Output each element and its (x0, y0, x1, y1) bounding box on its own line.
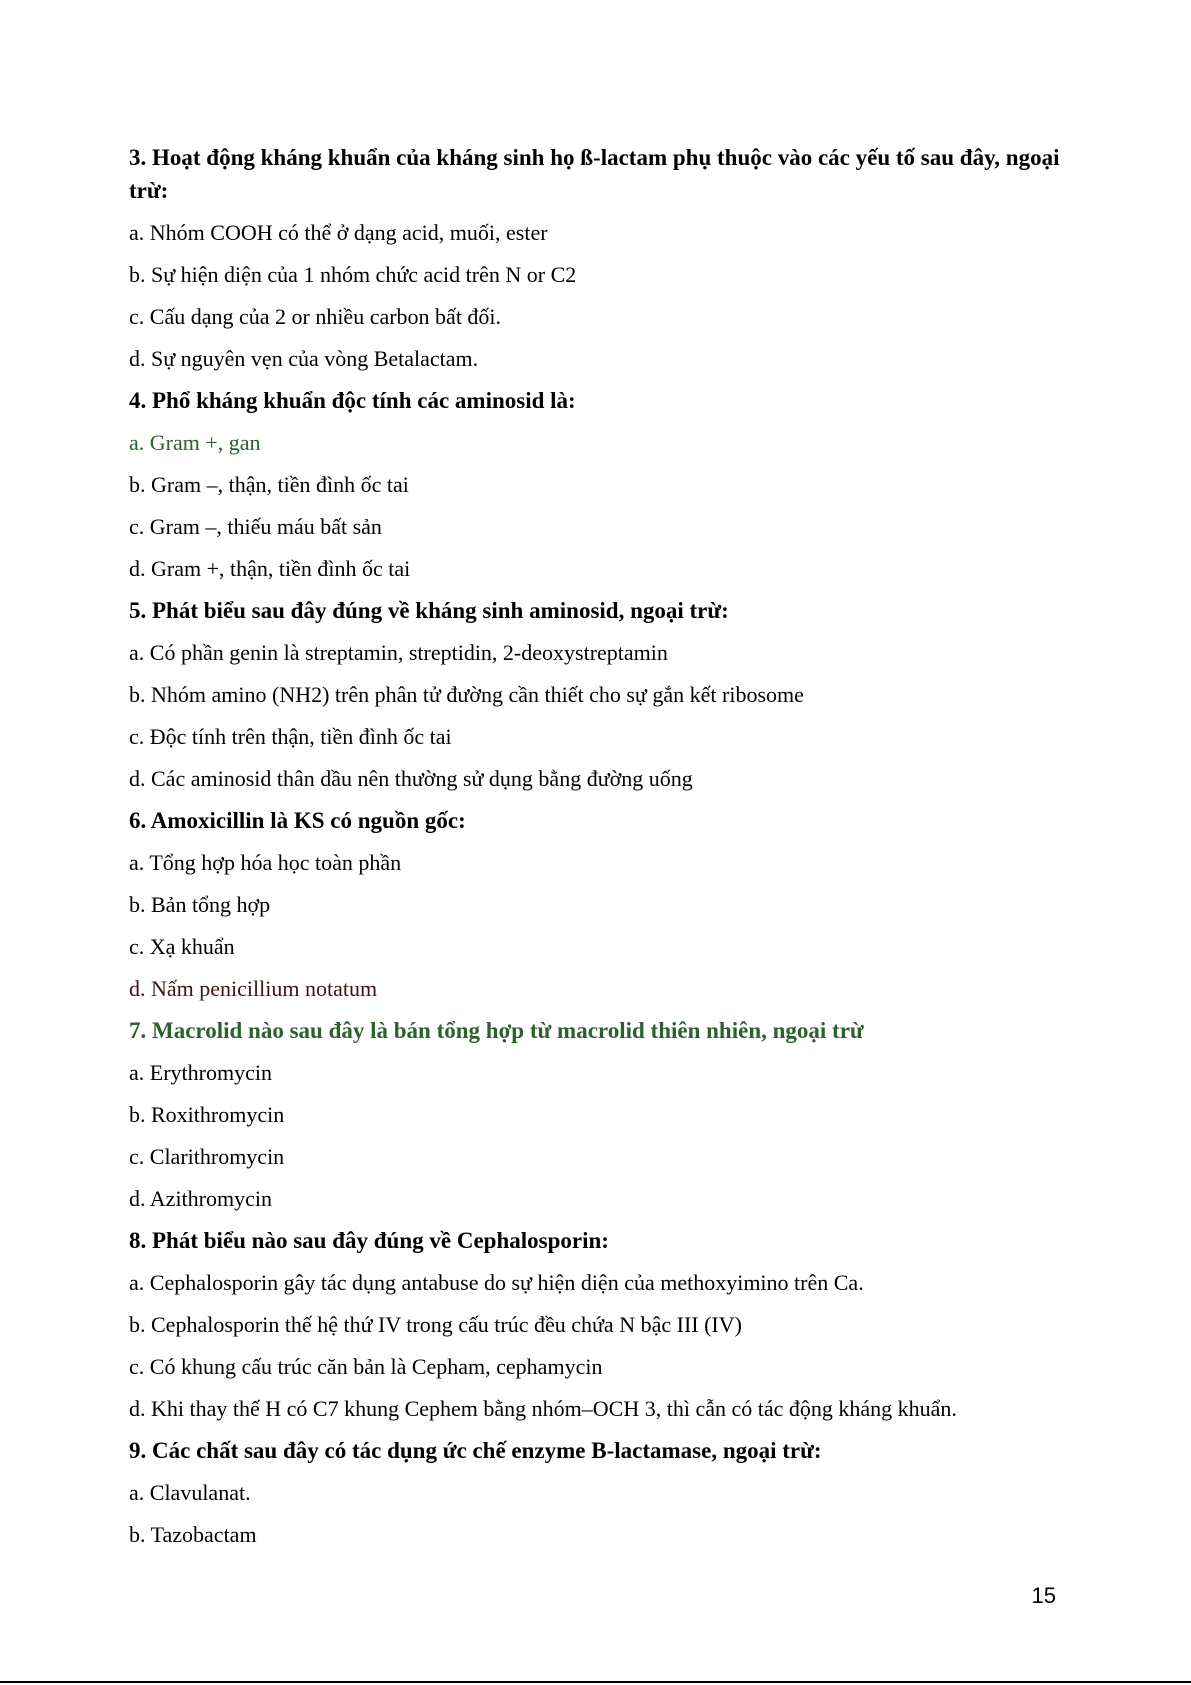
question-5-option-c: c. Độc tính trên thận, tiền đình ốc tai (129, 724, 452, 749)
question-7-option-a: a. Erythromycin (129, 1060, 272, 1085)
question-3-option-b: b. Sự hiện diện của 1 nhóm chức acid trên N or C2 (129, 262, 577, 287)
question-9-option-a: a. Clavulanat. (129, 1480, 251, 1505)
question-9-option-b: b. Tazobactam (129, 1522, 257, 1547)
question-7-option-b: b. Roxithromycin (129, 1102, 285, 1127)
question-4-option-c: c. Gram –, thiếu máu bất sản (129, 514, 382, 539)
question-3-option-d: d. Sự nguyên vẹn của vòng Betalactam. (129, 346, 479, 371)
question-4-option-b: b. Gram –, thận, tiền đình ốc tai (129, 472, 409, 497)
question-6-option-a: a. Tổng hợp hóa học toàn phần (129, 850, 402, 875)
question-6-option-d: d. Nấm penicillium notatum (129, 976, 378, 1001)
page-number: 15 (1031, 1583, 1056, 1608)
question-8-option-c: c. Có khung cấu trúc căn bản là Cepham, cephamycin (129, 1354, 603, 1379)
question-6-option-c: c. Xạ khuẩn (129, 934, 235, 959)
question-9-title: 9. Các chất sau đây có tác dụng ức chế enzyme B-lactamase, ngoại trừ: (129, 1438, 822, 1463)
question-4-option-a: a. Gram +, gan (129, 430, 261, 455)
question-7-option-d: d. Azithromycin (129, 1186, 272, 1211)
question-5-option-b: b. Nhóm amino (NH2) trên phân tử đường cần thiết cho sự gắn kết ribosome (129, 682, 804, 707)
question-3-option-a: a. Nhóm COOH có thể ở dạng acid, muối, ester (129, 220, 548, 245)
question-3-option-c: c. Cấu dạng của 2 or nhiều carbon bất đối. (129, 304, 502, 329)
bottom-divider (0, 1681, 1191, 1683)
question-8-title: 8. Phát biểu nào sau đây đúng về Cephalosporin: (129, 1228, 609, 1253)
question-list (129, 141, 1069, 1560)
question-6-option-b: b. Bản tổng hợp (129, 892, 271, 917)
question-7-title: 7. Macrolid nào sau đây là bán tổng hợp từ macrolid thiên nhiên, ngoại trừ (129, 1018, 864, 1043)
question-8-option-b: b. Cephalosporin thế hệ thứ IV trong cấu trúc đều chứa N bậc III (IV) (129, 1312, 742, 1337)
question-8-option-d: d. Khi thay thế H có C7 khung Cephem bằng nhóm–OCH 3, thì cẫn có tác động kháng khuẩn. (129, 1396, 957, 1421)
question-6-title: 6. Amoxicillin là KS có nguồn gốc: (129, 808, 466, 833)
question-5-option-a: a. Có phần genin là streptamin, streptidin, 2-deoxystreptamin (129, 640, 668, 665)
question-3-title: 3. Hoạt động kháng khuẩn của kháng sinh họ ß-lactam phụ thuộc vào các yếu tố sau đây, ngoại trừ: (129, 145, 1060, 203)
question-5-option-d: d. Các aminosid thân dầu nên thường sử dụng bằng đường uống (129, 766, 693, 791)
question-4-title: 4. Phổ kháng khuẩn độc tính các aminosid là: (129, 388, 576, 413)
question-5-title: 5. Phát biểu sau đây đúng về kháng sinh aminosid, ngoại trừ: (129, 598, 729, 623)
question-4-option-d: d. Gram +, thận, tiền đình ốc tai (129, 556, 411, 581)
question-7-option-c: c. Clarithromycin (129, 1144, 285, 1169)
question-8-option-a: a. Cephalosporin gây tác dụng antabuse do sự hiện diện của methoxyimino trên Ca. (129, 1270, 864, 1295)
